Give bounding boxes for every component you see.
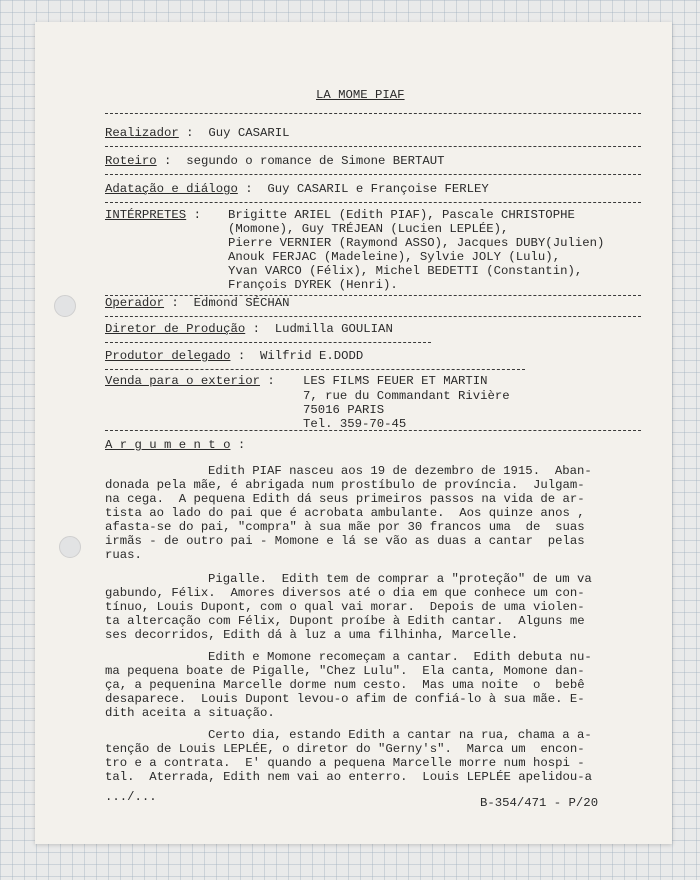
paragraph-line: tal. Aterrada, Edith nem vai ao enterro. Louis LEPLÉE apelidou-a	[105, 770, 593, 784]
divider	[105, 174, 641, 175]
field-label: Diretor de Produção	[105, 322, 246, 336]
interpretes-label: INTÉRPRETES :	[105, 208, 201, 222]
paragraph-line: Edith e Momone recomeçam a cantar. Edith debuta nu-	[208, 650, 592, 664]
paragraph-line: tenção de Louis LEPLÉE, o diretor do "Gerny's". Marca um encon-	[105, 742, 585, 756]
interpretes-line: Anouk FERJAC (Madeleine), Sylvie JOLY (Lulu),	[228, 250, 561, 264]
venda-line: LES FILMS FEUER ET MARTIN	[303, 374, 488, 388]
document-page	[35, 22, 672, 844]
argumento-label: A r g u m e n t o	[105, 438, 231, 452]
paragraph-line: na cega. A pequena Edith dá seus primeiros passos na vida de ar-	[105, 492, 585, 506]
field-label: Operador	[105, 296, 165, 310]
divider	[105, 146, 641, 147]
paragraph-line: ta altercação com Félix, Dupont proíbe à Edith cantar. Alguns me	[105, 614, 585, 628]
paragraph-line: Edith PIAF nasceu aos 19 de dezembro de 1915. Aban-	[208, 464, 592, 478]
field-diretor: Diretor de Produção : Ludmilla GOULIAN	[105, 322, 393, 336]
venda-line: 7, rue du Commandant Rivière	[303, 389, 510, 403]
continuation-mark: .../...	[105, 790, 157, 804]
page-reference: B-354/471 - P/20	[480, 796, 599, 810]
field-label: Produtor delegado	[105, 349, 231, 363]
punch-hole-bottom	[59, 536, 81, 558]
interpretes-line: (Momone), Guy TRÉJEAN (Lucien LEPLÉE),	[228, 222, 509, 236]
field-label: Realizador	[105, 126, 179, 140]
paragraph-line: afasta-se do pai, "compra" à sua mãe por 30 francos uma de suas	[105, 520, 585, 534]
punch-hole-top	[54, 295, 76, 317]
divider	[105, 430, 641, 431]
venda-line: 75016 PARIS	[303, 403, 385, 417]
paragraph-line: tista ao lado do pai que é acrobata ambulante. Aos quinze anos ,	[105, 506, 585, 520]
paragraph-line: tro e a contrata. E' quando a pequena Marcelle morre num hospi -	[105, 756, 585, 770]
paragraph-line: gabundo, Félix. Amores diversos até o dia em que conhece um con-	[105, 586, 585, 600]
paragraph-line: irmãs - de outro pai - Momone e lá se vão as duas a cantar pelas	[105, 534, 585, 548]
paragraph-line: ruas.	[105, 548, 142, 562]
interpretes-label-text: INTÉRPRETES	[105, 208, 187, 222]
divider	[105, 342, 431, 343]
paragraph-line: ça, a pequenina Marcelle dorme num cesto. Mas uma noite o bebê	[105, 678, 585, 692]
paragraph-line: donada pela mãe, é abrigada num prostíbulo de província. Julgam-	[105, 478, 585, 492]
paragraph-line: ses decorridos, Edith dá à luz a uma filhinha, Marcelle.	[105, 628, 519, 642]
field-adatacao: Adatação e diálogo : Guy CASARIL e Françoise FERLEY	[105, 182, 489, 196]
paragraph-line: Certo dia, estando Edith a cantar na rua, chama a a-	[208, 728, 592, 742]
field-realizador: Realizador : Guy CASARIL	[105, 126, 290, 140]
field-roteiro: Roteiro : segundo o romance de Simone BERTAUT	[105, 154, 445, 168]
paragraph-line: ma pequena boate de Pigalle, "Chez Lulu". Ela canta, Momone dan-	[105, 664, 585, 678]
field-value: Ludmilla GOULIAN	[274, 322, 393, 336]
divider	[105, 113, 641, 114]
field-value: Wilfrid E.DODD	[259, 349, 364, 363]
divider	[105, 316, 641, 317]
field-venda: Venda para o exterior :	[105, 374, 275, 388]
field-value: Edmond SÉCHAN	[193, 296, 290, 310]
interpretes-line: François DYREK (Henri).	[228, 278, 398, 292]
paragraph-line: Pigalle. Edith tem de comprar a "proteção" de um va	[208, 572, 592, 586]
divider	[105, 202, 641, 203]
interpretes-line: Yvan VARCO (Félix), Michel BEDETTI (Constantin),	[228, 264, 583, 278]
field-label: Roteiro	[105, 154, 157, 168]
interpretes-line: Pierre VERNIER (Raymond ASSO), Jacques DUBY(Julien)	[228, 236, 605, 250]
paragraph-line: dith aceita a situação.	[105, 706, 275, 720]
field-value: Guy CASARIL e Françoise FERLEY	[267, 182, 489, 196]
field-value: Guy CASARIL	[208, 126, 290, 140]
interpretes-line: Brigitte ARIEL (Edith PIAF), Pascale CHRISTOPHE	[228, 208, 575, 222]
field-produtor: Produtor delegado : Wilfrid E.DODD	[105, 349, 364, 363]
field-label: Venda para o exterior	[105, 374, 260, 388]
divider	[105, 369, 525, 370]
paragraph-line: tínuo, Louis Dupont, com o qual vai morar. Depois de uma violen-	[105, 600, 585, 614]
field-value: segundo o romance de Simone BERTAUT	[186, 154, 445, 168]
field-label: Adatação e diálogo	[105, 182, 238, 196]
paragraph-line: desaparece. Louis Dupont levou-o afim de confiá-lo à sua mãe. E-	[105, 692, 585, 706]
argumento-heading: A r g u m e n t o :	[105, 438, 246, 452]
venda-line: Tel. 359-70-45	[303, 417, 407, 431]
document-title: LA MOME PIAF	[316, 88, 405, 102]
field-operador: Operador : Edmond SÉCHAN	[105, 296, 290, 310]
